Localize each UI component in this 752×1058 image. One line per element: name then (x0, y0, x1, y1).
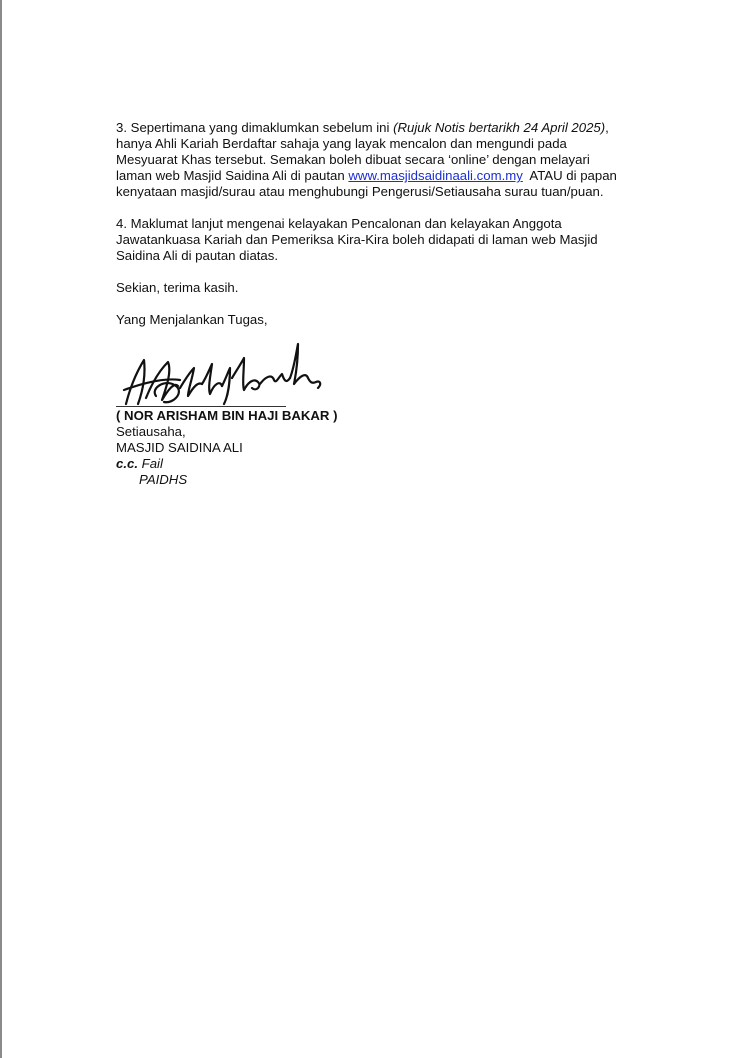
paragraph-3-text: 3. Sepertimana yang dimaklumkan sebelum ini (116, 120, 394, 135)
signature-line (116, 406, 286, 407)
closing-remark: Sekian, terima kasih. (116, 280, 239, 295)
paragraph-3-line-1 (116, 120, 640, 136)
website-link[interactable]: www.masjidsaidinaali.com.my (348, 168, 523, 183)
sign-off: Yang Menjalankan Tugas, (116, 312, 268, 327)
paragraph-3-line-5: kenyataan masjid/surau atau menghubungi Pengerusi/Setiausaha surau tuan/puan. (116, 184, 604, 199)
paragraph-4-line-1: 4. Maklumat lanjut mengenai kelayakan Pencalonan dan kelayakan Anggota (116, 216, 562, 231)
paragraph-4-line-3: Saidina Ali di pautan diatas. (116, 248, 279, 263)
page-left-border (0, 0, 2, 1058)
cc-item-paidhs: PAIDHS (139, 472, 188, 487)
signatory-position: Setiausaha, (116, 424, 186, 439)
cc-item-fail: Fail (141, 456, 163, 471)
notice-reference: (Rujuk Notis bertarikh 24 April 2025) (393, 120, 606, 135)
paragraph-4 (116, 216, 640, 264)
paragraph-3-line-3: Mesyuarat Khas tersebut. Semakan boleh dibuat secara ‘online’ dengan melayari (116, 152, 590, 167)
paragraph-3-line-4 (116, 168, 640, 184)
cc-label: c.c. (116, 456, 138, 471)
paragraph-3-line-2: hanya Ahli Kariah Berdaftar sahaja yang layak mencalon dan mengundi pada (116, 136, 567, 151)
signatory-name: ( NOR ARISHAM BIN HAJI BAKAR ) (116, 408, 338, 423)
paragraph-3-link-prefix: laman web Masjid Saidina Ali di pautan (116, 168, 349, 183)
signatory-details (116, 424, 243, 488)
paragraph-3-link-suffix: ATAU di papan (522, 168, 617, 183)
paragraph-3-comma: , (605, 120, 609, 135)
cc-line (116, 456, 243, 472)
paragraph-3 (116, 120, 640, 200)
signatory-organisation: MASJID SAIDINA ALI (116, 440, 243, 455)
paragraph-4-line-2: Jawatankuasa Kariah dan Pemeriksa Kira-Kira boleh didapati di laman web Masjid (116, 232, 598, 247)
letter-body (116, 120, 640, 328)
handwritten-signature (116, 338, 416, 408)
